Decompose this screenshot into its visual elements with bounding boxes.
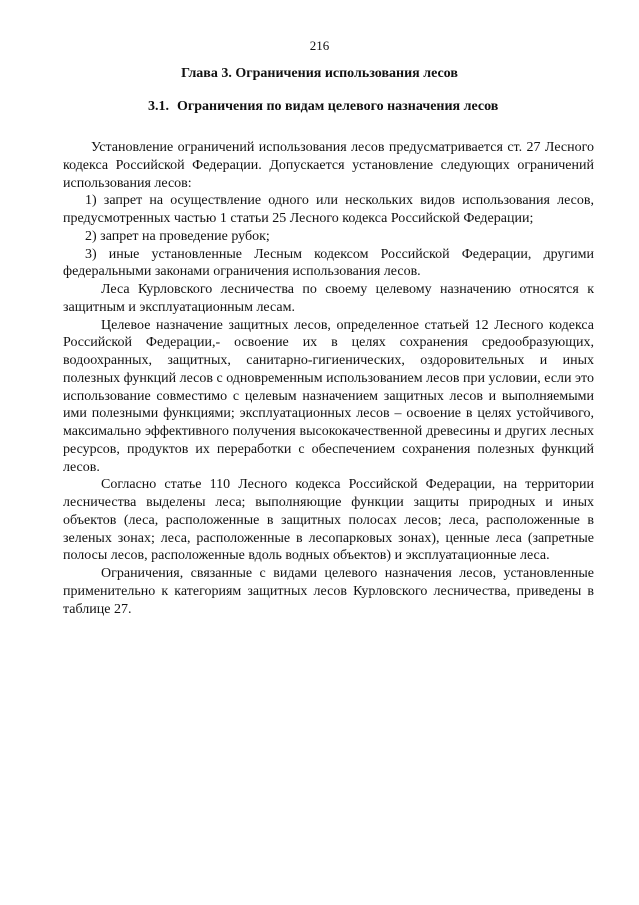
chapter-title: Глава 3. Ограничения использования лесов [181,66,458,81]
paragraph: Целевое назначение защитных лесов, определенное статьей 12 Лесного кодекса Российской Федерации,- освоение их в целях сохранения средообразующих, водоохранных, защитных, санитарно-гигиенических, оздоровительных и иных полезных функций лесов с одновременным использованием лесов при условии, если это использование совместимо с целевым назначением защитных лесов и выполняемыми ими полезными функциями; эксплуатационных лесов – освоение в целях устойчивого, максимально эффективного получения высококачественной древесины и других лесных ресурсов, продуктов их переработки с обеспечением сохранения полезных функций лесов. [63,317,594,475]
paragraph: Согласно статье 110 Лесного кодекса Российской Федерации, на территории лесничества выделены леса; выполняющие функции защиты природных и иных объектов (леса, расположенные в защитных полосах лесов; леса, расположенные в зеленых зонах; леса, расположенные в лесопарковых зонах), ценные леса (запретные полосы лесов, расположенные вдоль водных объектов) и эксплуатационные леса. [63,477,594,564]
list-item: 1) запрет на осуществление одного или нескольких видов использования лесов, предусмотренных частью 1 статьи 25 Лесного кодекса Российской Федерации; [63,193,594,226]
list-item: 2) запрет на проведение рубок; [85,228,270,244]
page-number: 216 [309,38,330,53]
section-heading [148,99,498,115]
body-text [63,139,594,618]
paragraph: Леса Курловского лесничества по своему целевому назначению относятся к защитным и эксплуатационным лесам. [63,282,594,315]
paragraph: Ограничения, связанные с видами целевого назначения лесов, установленные применительно к категориям защитных лесов Курловского лесничества, приведены в таблице 27. [63,566,594,617]
paragraph: Установление ограничений использования лесов предусматривается ст. 27 Лесного кодекса Российской Федерации. Допускается установление следующих ограничений использования лесов: [63,140,594,191]
section-number: 3.1. [148,99,169,114]
section-title: Ограничения по видам целевого назначения лесов [177,99,499,114]
list-item: 3) иные установленные Лесным кодексом Российской Федерации, другими федеральными законами ограничения использования лесов. [63,246,594,280]
